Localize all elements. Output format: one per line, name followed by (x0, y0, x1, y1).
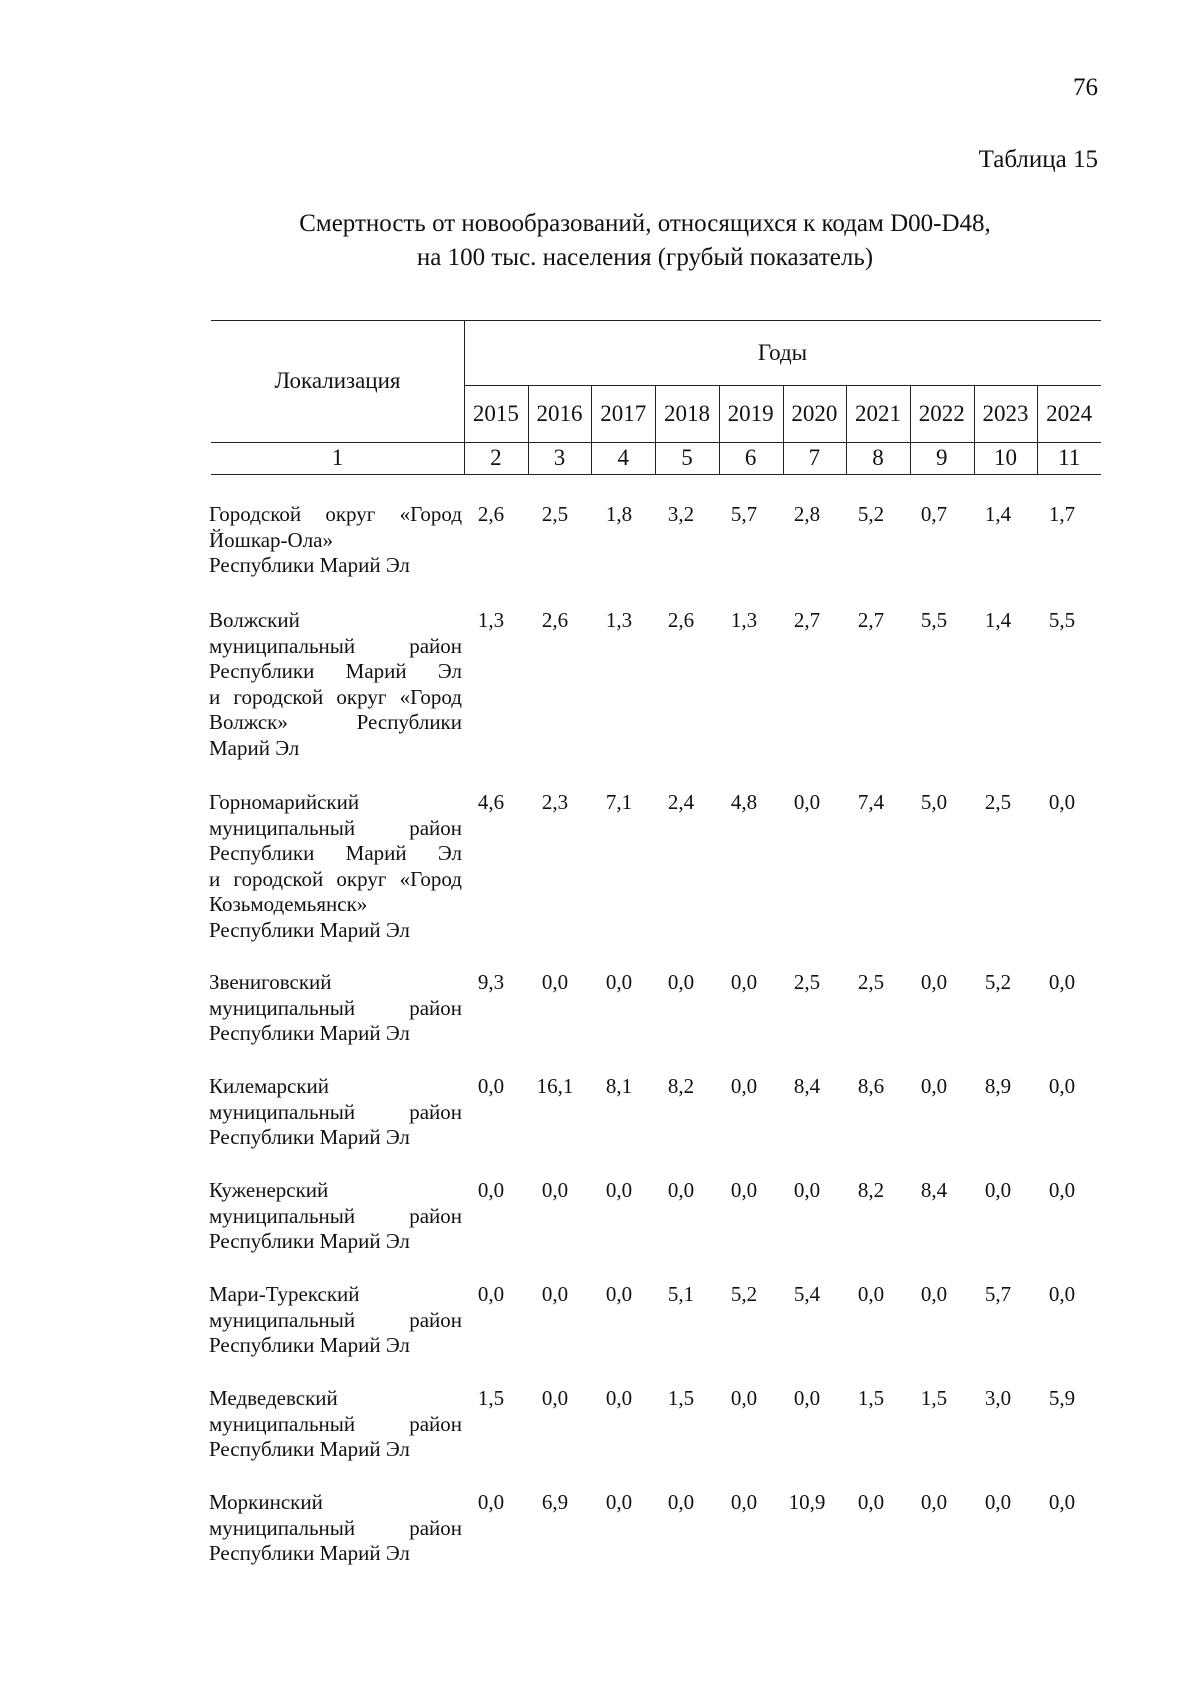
years-header: Годы (757, 339, 808, 365)
value-cell: 0,0 (730, 1178, 758, 1202)
value-cell: 0,0 (541, 1386, 569, 1410)
localization-line: Марий Эл (209, 735, 300, 760)
value-cell: 0,0 (920, 1074, 948, 1098)
value-cell: 9,3 (477, 970, 505, 994)
value-cell: 0,0 (1048, 1074, 1076, 1098)
value-cell: 0,0 (1048, 1490, 1076, 1514)
localization-line: Республики Марий Эл (209, 553, 410, 577)
value-cell: 0,0 (605, 1178, 633, 1202)
value-cell: 8,4 (920, 1178, 948, 1202)
localization-line: Мари-Турекский (209, 1282, 360, 1306)
value-cell: 0,0 (730, 1074, 758, 1098)
year-header: 2016 (536, 400, 583, 426)
value-cell: 5,2 (730, 1282, 758, 1306)
year-header: 2017 (600, 400, 647, 426)
localization-cell (209, 608, 462, 761)
value-cell: 2,5 (541, 502, 569, 526)
value-cell: 1,3 (605, 608, 633, 632)
value-cell: 0,0 (541, 1178, 569, 1202)
value-cell: 7,4 (857, 790, 885, 814)
value-cell: 0,0 (477, 1490, 505, 1514)
value-cell: 5,7 (730, 502, 758, 526)
value-cell: 0,0 (793, 790, 821, 814)
value-cell: 1,3 (730, 608, 758, 632)
value-cell: 0,0 (920, 970, 948, 994)
year-header: 2023 (982, 400, 1029, 426)
column-number: 2 (490, 445, 502, 470)
column-number: 11 (1058, 445, 1081, 470)
header-bottom-rule (211, 474, 1101, 475)
value-cell: 1,5 (667, 1386, 695, 1410)
column-number: 9 (935, 445, 948, 470)
value-cell: 2,5 (793, 970, 821, 994)
value-cell: 2,6 (667, 608, 695, 632)
value-cell: 0,0 (541, 1282, 569, 1306)
value-cell: 0,0 (730, 970, 758, 994)
localization-line: и городской округ «Город (209, 684, 462, 709)
value-cell: 2,5 (984, 790, 1012, 814)
value-cell: 2,6 (541, 608, 569, 632)
value-cell: 16,1 (536, 1074, 574, 1098)
value-cell: 6,9 (541, 1490, 569, 1514)
year-header: 2021 (855, 400, 902, 426)
value-cell: 0,0 (920, 1282, 948, 1306)
value-cell: 8,9 (984, 1074, 1012, 1098)
value-cell: 5,5 (1048, 608, 1076, 632)
value-cell: 0,0 (1048, 1178, 1076, 1202)
value-cell: 1,5 (920, 1386, 948, 1410)
column-number: 4 (617, 445, 629, 470)
localization-cell (209, 1386, 462, 1463)
localization-line: муниципальный район (209, 633, 462, 658)
value-cell: 5,1 (667, 1282, 695, 1306)
value-cell: 3,0 (984, 1386, 1012, 1410)
localization-cell (209, 1074, 462, 1151)
value-cell: 0,0 (667, 1490, 695, 1514)
value-cell: 5,0 (920, 790, 948, 814)
localization-line: муниципальный район (209, 815, 462, 840)
value-cell: 3,2 (667, 502, 695, 526)
value-cell: 5,9 (1048, 1386, 1076, 1410)
table-title (210, 207, 1080, 275)
localization-line: Республики Марий Эл (209, 917, 410, 942)
localization-line: Моркинский (209, 1490, 323, 1514)
value-cell: 0,0 (605, 1490, 633, 1514)
localization-line: Республики Марий Эл (209, 1437, 410, 1461)
value-cell: 0,0 (605, 970, 633, 994)
localization-line: Килемарский (209, 1074, 330, 1098)
localization-cell (209, 502, 462, 579)
year-header: 2020 (791, 400, 838, 426)
value-cell: 0,0 (477, 1178, 505, 1202)
localization-header: Локализация (274, 368, 401, 393)
value-cell: 8,6 (857, 1074, 885, 1098)
column-number: 7 (808, 445, 821, 470)
localization-line: Городской округ «Город (209, 502, 462, 526)
value-cell: 0,0 (857, 1282, 885, 1306)
value-cell: 0,0 (730, 1386, 758, 1410)
value-cell: 2,7 (793, 608, 821, 632)
value-cell: 5,4 (793, 1282, 821, 1306)
value-cell: 0,0 (730, 1490, 758, 1514)
localization-line: Республики Марий Эл (209, 1229, 410, 1253)
localization-cell (209, 790, 462, 943)
value-cell: 1,7 (1048, 502, 1076, 526)
value-cell: 8,1 (605, 1074, 633, 1098)
value-cell: 0,0 (667, 970, 695, 994)
year-header: 2019 (727, 400, 774, 426)
value-cell: 5,2 (984, 970, 1012, 994)
value-cell: 0,0 (793, 1386, 821, 1410)
localization-line: муниципальный район (209, 1203, 462, 1228)
localization-line: Горномарийский (209, 790, 360, 814)
value-cell: 5,5 (920, 608, 948, 632)
value-cell: 1,4 (984, 608, 1012, 632)
localization-line: Козьмодемьянск» (209, 892, 368, 916)
value-cell: 2,5 (857, 970, 885, 994)
table-title-line-2: на 100 тыс. населения (грубый показатель) (416, 244, 874, 271)
localization-line: Волжск» Республики (209, 710, 462, 734)
column-number: 8 (872, 445, 884, 470)
localization-cell (209, 970, 462, 1047)
value-cell: 5,2 (857, 502, 885, 526)
page-number: 76 (1073, 74, 1098, 101)
localization-line: муниципальный район (209, 995, 462, 1020)
value-cell: 0,0 (477, 1074, 505, 1098)
localization-line: Республики Марий Эл (209, 659, 462, 683)
year-header: 2015 (472, 400, 519, 426)
table-header (211, 320, 1101, 478)
localization-line: муниципальный район (209, 1307, 462, 1332)
value-cell: 10,9 (788, 1490, 826, 1514)
value-cell: 0,0 (605, 1282, 633, 1306)
value-cell: 0,0 (984, 1490, 1012, 1514)
value-cell: 0,0 (1048, 970, 1076, 994)
localization-line: Звениговский (209, 970, 332, 994)
localization-line: и городской округ «Город (209, 866, 462, 891)
value-cell: 0,0 (857, 1490, 885, 1514)
localization-cell (209, 1282, 462, 1359)
localization-line: Йошкар-Ола» (209, 527, 334, 552)
localization-line: Медведевский (209, 1386, 338, 1410)
localization-line: муниципальный район (209, 1099, 462, 1124)
value-cell: 0,0 (477, 1282, 505, 1306)
localization-line: муниципальный район (209, 1515, 462, 1540)
column-number: 3 (553, 445, 566, 470)
value-cell: 0,0 (920, 1490, 948, 1514)
value-cell: 8,2 (857, 1178, 885, 1202)
value-cell: 4,6 (477, 790, 505, 814)
value-cell: 1,4 (984, 502, 1012, 526)
value-cell: 2,7 (857, 608, 885, 632)
localization-cell (209, 1178, 462, 1255)
year-header: 2022 (918, 400, 965, 426)
value-cell: 8,2 (667, 1074, 695, 1098)
value-cell: 7,1 (605, 790, 633, 814)
localization-line: муниципальный район (209, 1411, 462, 1436)
value-cell: 2,4 (667, 790, 695, 814)
value-cell: 1,8 (605, 502, 633, 526)
localization-line: Куженерский (209, 1178, 329, 1202)
localization-cell (209, 1490, 462, 1567)
value-cell: 0,0 (984, 1178, 1012, 1202)
column-number: 10 (993, 445, 1017, 470)
value-cell: 4,8 (730, 790, 758, 814)
column-number: 6 (744, 445, 757, 470)
value-cell: 0,0 (793, 1178, 821, 1202)
localization-line: Волжский (209, 608, 300, 632)
value-cell: 0,0 (1048, 790, 1076, 814)
value-cell: 8,4 (793, 1074, 821, 1098)
value-cell: 0,0 (605, 1386, 633, 1410)
localization-line: Республики Марий Эл (209, 1021, 410, 1045)
localization-line: Республики Марий Эл (209, 1333, 410, 1357)
localization-line: Республики Марий Эл (209, 1541, 410, 1565)
value-cell: 0,7 (920, 502, 948, 526)
column-number-1: 1 (331, 445, 344, 470)
localization-line: Республики Марий Эл (209, 841, 462, 865)
value-cell: 1,3 (477, 608, 505, 632)
value-cell: 5,7 (984, 1282, 1012, 1306)
value-cell: 1,5 (477, 1386, 505, 1410)
table-label: Таблица 15 (978, 146, 1098, 173)
year-header: 2024 (1046, 400, 1093, 426)
value-cell: 0,0 (541, 970, 569, 994)
value-cell: 2,3 (541, 790, 569, 814)
year-header: 2018 (663, 400, 710, 426)
value-cell: 2,6 (477, 502, 505, 526)
value-cell: 2,8 (793, 502, 821, 526)
table-title-line-1: Смертность от новообразований, относящихся к кодам D00-D48, (299, 210, 991, 237)
column-number: 5 (681, 445, 693, 470)
value-cell: 0,0 (667, 1178, 695, 1202)
value-cell: 0,0 (1048, 1282, 1076, 1306)
value-cell: 1,5 (857, 1386, 885, 1410)
localization-line: Республики Марий Эл (209, 1125, 410, 1149)
